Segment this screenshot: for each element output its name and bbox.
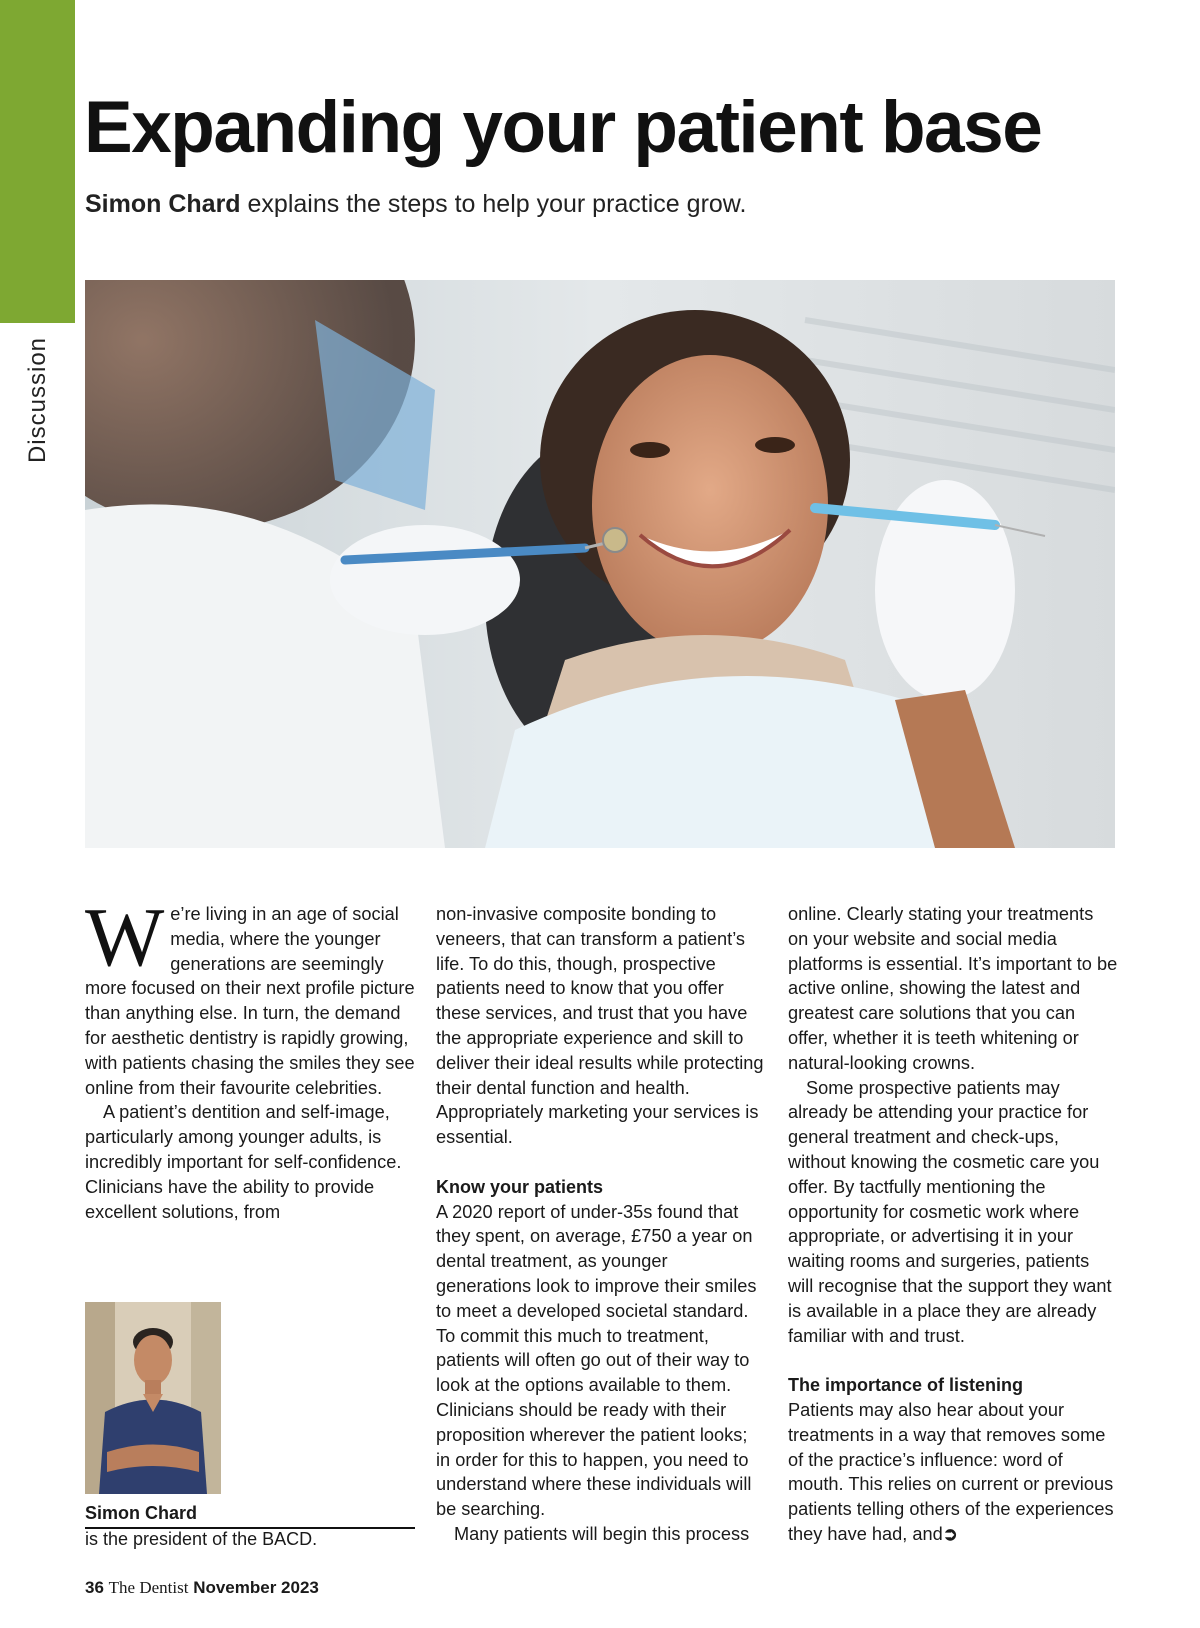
page-footer <box>85 1578 319 1598</box>
standfirst-author: Simon Chard <box>85 190 241 218</box>
author-bio-text: is the president of the BACD. <box>85 1529 318 1549</box>
body-paragraph: A 2020 report of under-35s found that they spent, on average, £750 a year on dental treatment, as younger generations look to improve their smiles to meet a developed societal standard. To commit this much to treatment, patients will often go out of their way to look at the options available to them. Clinicians should be ready with their proposition wherever the patient looks; in order for this to happen, you need to understand where these individuals will be searching. <box>436 1201 757 1520</box>
issue-date: November 2023 <box>193 1578 319 1597</box>
body-paragraph: online. Clearly stating your treatments on your website and social media platforms is essential. It’s important to be active online, showing the latest and greatest care solutions that you can offer, whether it is teeth whitening or natural-looking crowns. <box>788 904 1118 1073</box>
body-paragraph: non-invasive composite bonding to veneers, that can transform a patient’s life. To do this, though, prospective patients need to know that you offer these services, and trust that you have the appropriate experience and skill to deliver their ideal results while protecting their dental function and health. Appropriately marketing your services is essential. <box>436 904 764 1148</box>
section-color-bar <box>0 0 75 323</box>
article-standfirst <box>85 190 746 219</box>
article-column-3 <box>788 902 1118 1547</box>
article-column-2 <box>436 902 766 1547</box>
body-paragraph <box>788 1398 1118 1547</box>
continue-arrow-icon: ➲ <box>942 1523 958 1544</box>
magazine-name: The Dentist <box>108 1578 189 1597</box>
body-text: Patients may also hear about your treatments in a way that removes some of the practice’s influence: word of mouth. This relies on current or previous patients telling others of the experiences they have had, and <box>788 1399 1114 1544</box>
drop-cap: W <box>85 891 165 984</box>
author-portrait <box>85 1302 221 1494</box>
article-column-1 <box>85 891 415 1224</box>
hero-photo-dental-patient <box>85 280 1115 848</box>
author-bio-name: Simon Chard <box>85 1503 198 1523</box>
subheading-importance-of-listening: The importance of listening <box>788 1375 1024 1396</box>
subheading-know-your-patients: Know your patients <box>436 1176 604 1197</box>
page-number: 36 <box>85 1578 104 1597</box>
body-paragraph: Some prospective patients may already be attending your practice for general treatment and check-ups, without knowing the cosmetic care you offer. By tactfully mentioning the opportunity for cosmetic work where appropriate, or advertising it in your waiting rooms and surgeries, patients will recognise that the support they want is available in a place they are already familiar with and trust. <box>788 1077 1112 1346</box>
body-paragraph: A patient’s dentition and self-image, particularly among younger adults, is incredibly important for self-confidence. Clinicians have the ability to provide excellent solutions, from <box>85 1102 402 1222</box>
standfirst-text: explains the steps to help your practice grow. <box>240 190 747 218</box>
intro-text: e’re living in an age of social media, where the younger generations are seemingly more focused on their next profile picture than anything else. In turn, the demand for aesthetic dentistry is rapidly growing, with patients chasing the smiles they see online from their favourite celebrities. <box>85 904 415 1098</box>
body-paragraph: Many patients will begin this process <box>454 1523 750 1544</box>
section-label: Discussion <box>24 336 51 464</box>
intro-paragraph <box>85 891 415 1100</box>
article-title: Expanding your patient base <box>84 87 1042 168</box>
